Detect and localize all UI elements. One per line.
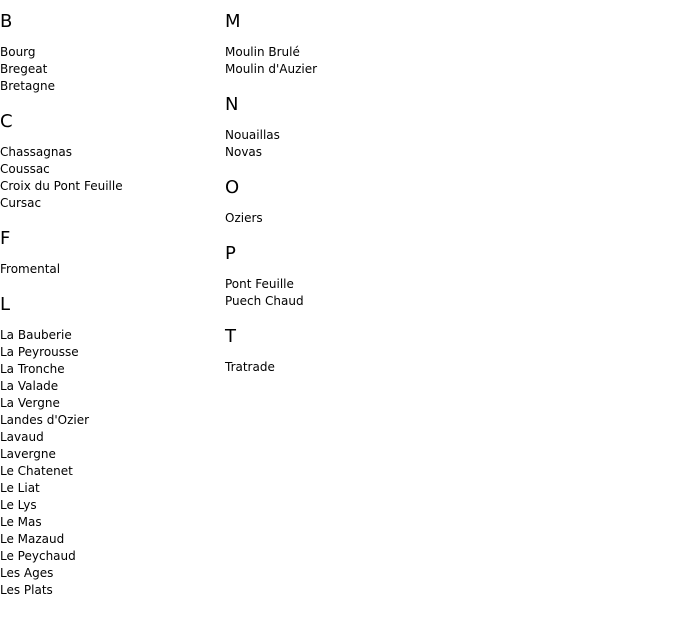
letter-heading: F <box>0 228 11 249</box>
letter-heading: P <box>225 243 236 264</box>
place-item: Le Mazaud <box>0 532 65 546</box>
letter-heading: N <box>225 94 239 115</box>
place-item: Coussac <box>0 162 50 176</box>
place-list <box>0 327 220 599</box>
place-item: La Bauberie <box>0 328 72 342</box>
place-item: Les Ages <box>0 566 54 580</box>
place-list <box>225 276 445 310</box>
place-item: Moulin d'Auzier <box>225 62 318 76</box>
index-column-right <box>225 10 445 391</box>
letter-heading: T <box>225 326 236 347</box>
letter-group-l <box>0 293 220 599</box>
place-item: Bretagne <box>0 79 55 93</box>
place-item: Landes d'Ozier <box>0 413 90 427</box>
place-item: Moulin Brulé <box>225 45 300 59</box>
place-item: La Valade <box>0 379 59 393</box>
place-item: Croix du Pont Feuille <box>0 179 123 193</box>
place-item: Puech Chaud <box>225 294 304 308</box>
place-item: Bourg <box>0 45 36 59</box>
letter-heading: O <box>225 177 240 198</box>
index-column-left <box>0 10 220 614</box>
letter-group-o <box>225 176 445 227</box>
letter-group-f <box>0 227 220 278</box>
place-list <box>225 127 445 161</box>
place-list <box>225 359 445 376</box>
place-list <box>0 44 220 95</box>
place-list <box>225 210 445 227</box>
letter-heading: B <box>0 11 13 32</box>
place-item: Chassagnas <box>0 145 73 159</box>
place-item: Oziers <box>225 211 263 225</box>
place-item: Novas <box>225 145 263 159</box>
place-item: La Tronche <box>0 362 65 376</box>
place-item: Le Mas <box>0 515 42 529</box>
place-item: Le Peychaud <box>0 549 76 563</box>
place-list <box>0 144 220 212</box>
letter-group-m <box>225 10 445 78</box>
place-item: Le Lys <box>0 498 37 512</box>
place-item: Le Liat <box>0 481 40 495</box>
place-item: Lavergne <box>0 447 56 461</box>
place-item: Cursac <box>0 196 42 210</box>
place-list <box>225 44 445 78</box>
place-item: Pont Feuille <box>225 277 294 291</box>
letter-group-n <box>225 93 445 161</box>
letter-heading: M <box>225 11 241 32</box>
letter-group-c <box>0 110 220 212</box>
place-item: Le Chatenet <box>0 464 73 478</box>
place-item: La Peyrousse <box>0 345 79 359</box>
place-item: Les Plats <box>0 583 53 597</box>
letter-heading: L <box>0 294 11 315</box>
letter-group-p <box>225 242 445 310</box>
letter-group-t <box>225 325 445 376</box>
place-item: La Vergne <box>0 396 60 410</box>
place-list <box>0 261 220 278</box>
place-item: Tratrade <box>225 360 275 374</box>
place-item: Bregeat <box>0 62 48 76</box>
letter-heading: C <box>0 111 13 132</box>
place-item: Nouaillas <box>225 128 280 142</box>
place-item: Fromental <box>0 262 61 276</box>
letter-group-b <box>0 10 220 95</box>
place-item: Lavaud <box>0 430 44 444</box>
